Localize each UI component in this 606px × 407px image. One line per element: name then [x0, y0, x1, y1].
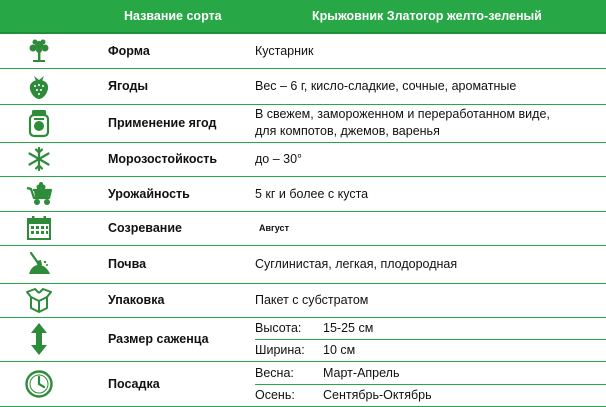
row-berries — [0, 68, 606, 104]
row-label: Созревание — [78, 211, 246, 245]
row-planting — [0, 361, 606, 406]
row-value: Август — [246, 211, 606, 245]
row-label: Упаковка — [78, 283, 246, 317]
sub-value: Март-Апрель — [323, 365, 400, 380]
header-name: Название сорта — [78, 0, 246, 33]
tree-icon — [0, 33, 78, 68]
sub-key: Ширина: — [255, 343, 305, 357]
row-ripening — [0, 211, 606, 245]
row-label: Урожайность — [78, 176, 246, 211]
row-package — [0, 283, 606, 317]
box-icon — [0, 283, 78, 317]
sub-key: Весна: — [255, 365, 294, 380]
row-value: Пакет с субстратом — [246, 283, 606, 317]
row-seedling-size — [0, 317, 606, 361]
value-line: для компотов, джемов, варенья — [255, 124, 440, 138]
sub-row-width — [255, 340, 606, 361]
row-label: Морозостойкость — [78, 142, 246, 176]
soil-shovel-icon — [0, 245, 78, 283]
sub-key: Высота: — [255, 321, 302, 335]
sub-row-height — [255, 318, 606, 340]
row-label: Форма — [78, 33, 246, 68]
row-frost — [0, 142, 606, 176]
row-form — [0, 33, 606, 68]
row-value: Суглинистая, легкая, плодородная — [246, 245, 606, 283]
row-value: до – 30° — [246, 142, 606, 176]
vertical-arrows-icon — [0, 317, 78, 361]
wheelbarrow-icon — [0, 176, 78, 211]
clock-icon — [0, 361, 78, 406]
row-value — [246, 317, 606, 361]
row-yield — [0, 176, 606, 211]
row-value: Кустарник — [246, 33, 606, 68]
sub-row-autumn — [255, 385, 606, 406]
jar-icon — [0, 104, 78, 142]
row-label: Почва — [78, 245, 246, 283]
row-label: Размер саженца — [78, 317, 246, 361]
calendar-icon — [0, 211, 78, 245]
snowflake-icon — [0, 142, 78, 176]
row-soil — [0, 245, 606, 283]
berry-icon — [0, 68, 78, 104]
sub-value: 15-25 см — [323, 321, 374, 335]
sub-value: Сентябрь-Октябрь — [323, 388, 432, 402]
header-value: Крыжовник Златогор желто-зеленый — [246, 0, 606, 33]
header-row — [0, 0, 606, 33]
value-line: В свежем, замороженном и переработанном виде, — [255, 107, 550, 121]
row-label: Применение ягод — [78, 104, 246, 142]
sub-value: 10 см — [323, 343, 356, 357]
sub-key: Осень: — [255, 388, 295, 402]
row-value: Вес – 6 г, кисло-сладкие, сочные, ароматные — [246, 68, 606, 104]
sub-row-spring — [255, 362, 606, 385]
row-value: 5 кг и более с куста — [246, 176, 606, 211]
row-label: Ягоды — [78, 68, 246, 104]
row-value — [246, 104, 606, 142]
header-icon-cell — [0, 0, 78, 33]
row-label: Посадка — [78, 361, 246, 406]
row-usage — [0, 104, 606, 142]
row-value — [246, 361, 606, 406]
